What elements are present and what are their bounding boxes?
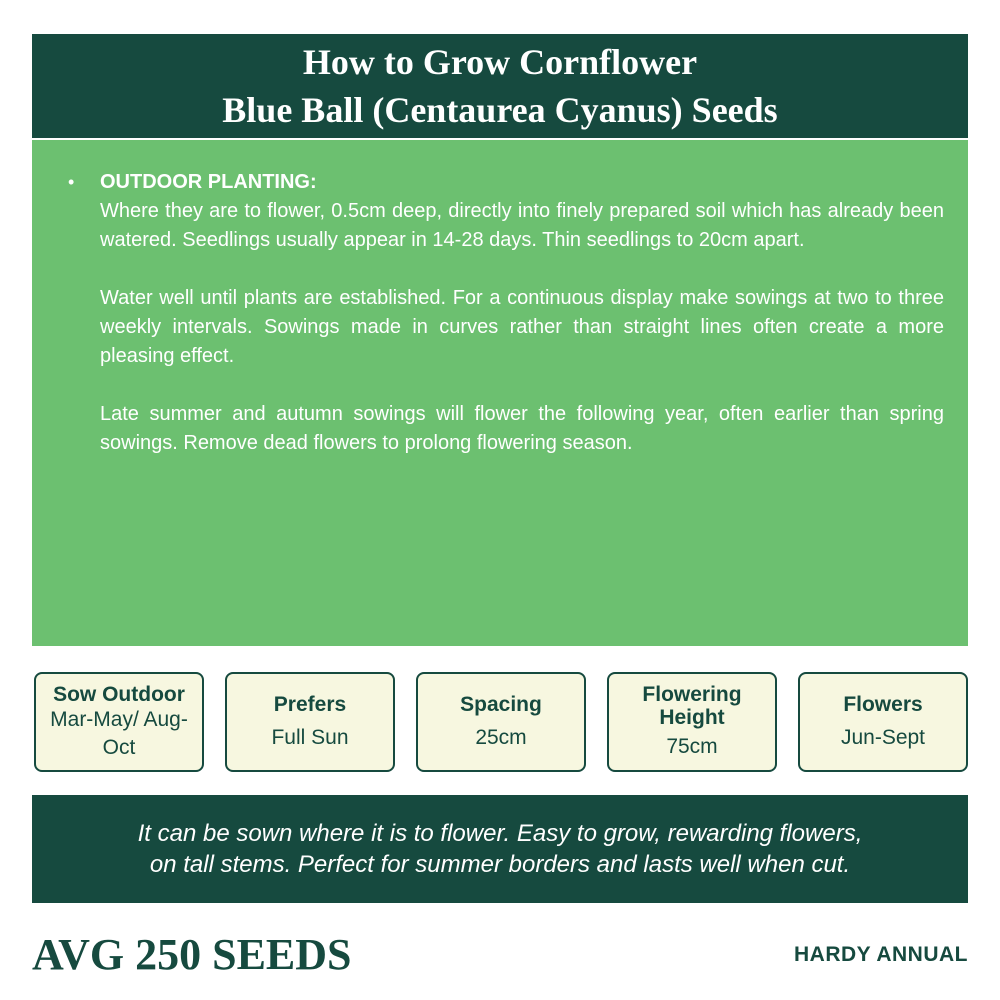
title-line-1: How to Grow Cornflower (302, 42, 698, 82)
stat-value: 75cm (666, 735, 718, 758)
stat-value: Full Sun (271, 725, 349, 749)
planting-instructions-panel (32, 140, 968, 646)
outdoor-planting-section (68, 168, 944, 487)
stat-card-flowering-height (607, 672, 777, 772)
title-banner (32, 34, 968, 138)
stat-value: Jun-Sept (840, 725, 926, 749)
stat-card-spacing (416, 672, 586, 772)
instruction-paragraph: Where they are to flower, 0.5cm deep, directly into finely prepared soil which has already been watered. Seedlings usually appear in 14-28 days. Thin seedlings to 20cm apart. (100, 200, 944, 251)
section-body (100, 168, 944, 487)
stat-title: Flowering Height (642, 683, 742, 729)
stat-card-flowers (798, 672, 968, 772)
instruction-paragraph: Water well until plants are established. For a continuous display make sowings at two to three weekly intervals. Sowings made in curves rather than straight lines often create a more pleasing effect. (100, 287, 944, 367)
section-title: OUTDOOR PLANTING: (100, 171, 317, 193)
instruction-paragraph: Late summer and autumn sowings will flower the following year, often earlier than spring sowings. Remove dead flowers to prolong flowering season. (100, 403, 944, 454)
stat-card-prefers (225, 672, 395, 772)
title-line-2: Blue Ball (Centaurea Cyanus) Seeds (222, 90, 778, 130)
description-line-1: It can be sown where it is to flower. Easy to grow, rewarding flowers, (137, 820, 863, 847)
stat-title: Sow Outdoor (53, 682, 185, 706)
stat-value: 25cm (475, 725, 527, 749)
stat-title: Prefers (273, 692, 347, 716)
plant-type-label: HARDY ANNUAL (794, 943, 968, 966)
description-banner (32, 795, 968, 903)
description-line-2: on tall stems. Perfect for summer borders and lasts well when cut. (149, 851, 851, 878)
bullet-icon: • (68, 172, 75, 192)
stat-card-sow-outdoor (34, 672, 204, 772)
stat-title: Spacing (460, 692, 542, 716)
stat-title: Flowers (843, 692, 923, 716)
growing-info-row (34, 672, 968, 774)
seed-count: AVG 250 SEEDS (32, 930, 352, 979)
stat-value: Mar-May/ Aug-Oct (50, 707, 188, 759)
